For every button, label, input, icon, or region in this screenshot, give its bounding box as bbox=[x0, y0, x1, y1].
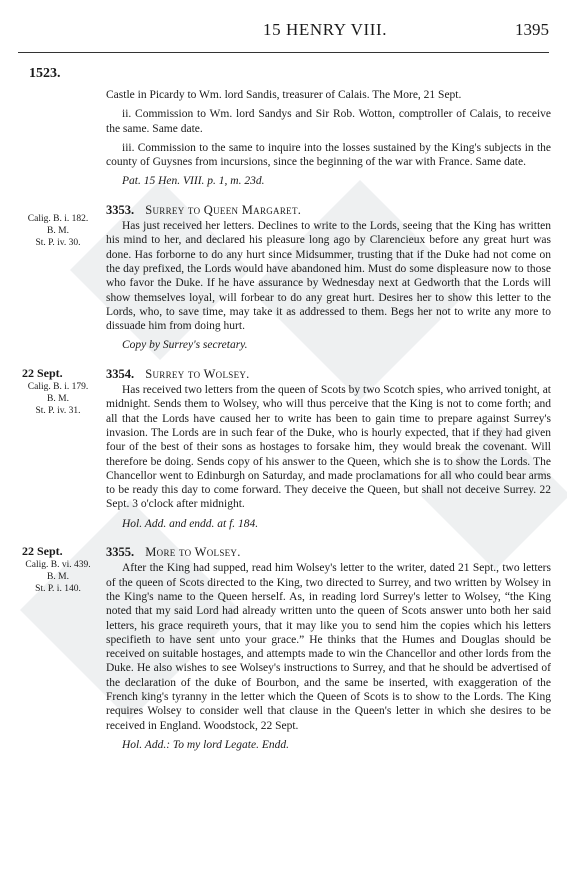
entry-heading bbox=[106, 545, 551, 559]
entry-body: Has received two letters from the queen of Scots by two Scotch spies, who arrived tonight, at midnight. Sends them to Wolsey, who will thus perceive that the King is not to come forth; and all that the Lords have caused her to write has been to gain time to prepare against Surrey's invasion. The Lords are in such fear of the Duke, who is hourly expected, that if they had given four of the best of their sons as hostages to forsake him, they would break the covenant. Will therefore be doing. Sends copy of his answer to the Queen, which she is to show the Lords. The Chancellor went to Edinburgh on Saturday, and made proclamations for all who could bear arms to be ready this day to come forward. They deceive the Queen, but shall not deceive Surrey. 22 Sept. 3 o'clock after midnight. bbox=[106, 384, 551, 511]
entry-date: 22 Sept. bbox=[22, 365, 63, 380]
entry-title: More to Wolsey. bbox=[145, 545, 241, 560]
entry-title: Surrey to Queen Margaret. bbox=[145, 202, 302, 217]
entry-note: Hol. Add. and endd. at f. 184. bbox=[122, 517, 259, 530]
entry-date: 22 Sept. bbox=[22, 544, 63, 559]
margin-ref: B. M. bbox=[47, 572, 69, 583]
intro-paragraph-2: ii. Commission to Wm. lord Sandys and Sir Rob. Wotton, comptroller of Calais, to receive the same. Same date. bbox=[106, 108, 551, 135]
running-title: 15 HENRY VIII. bbox=[263, 20, 388, 39]
intro-paragraph-3: iii. Commission to the same to inquire into the losses sustained by the King's subjects in the county of Guysnes from incursions, since the beginning of the war with France. Same date. bbox=[106, 141, 551, 169]
margin-ref: Calig. B. i. 179. bbox=[27, 381, 89, 392]
entry-note: Hol. Add.: To my lord Legate. Endd. bbox=[122, 738, 289, 751]
entry-heading bbox=[106, 203, 551, 217]
entry-number: 3353. bbox=[106, 202, 135, 217]
intro-paragraph-1: Castle in Picardy to Wm. lord Sandis, treasurer of Calais. The More, 21 Sept. bbox=[106, 89, 462, 101]
entry-number: 3355. bbox=[106, 545, 135, 560]
margin-ref: Calig. B. vi. 439. bbox=[25, 560, 91, 571]
entry-margin bbox=[20, 367, 96, 417]
margin-ref: B. M. bbox=[47, 393, 69, 404]
entry-note: Copy by Surrey's secretary. bbox=[122, 339, 248, 352]
year-marker: 1523. bbox=[29, 66, 61, 81]
entry-body: Has just received her letters. Declines to write to the Lords, seeing that the King has written his mind to her, and declared his pleasure long ago by Clarencieux before any great hurt was done. Has forborne to do any hurt since Midsummer, trusting that if the Duke had not come on the day prefixed, the Lords would have abandoned him. Must do some displeasure now to those who favor the Duke. If he have assurance by Wednesday next at Gedworth that the Lords will show themselves loyal, will forbear to do any great hurt. Desires her to show this letter to the Lords, who, to save time, may take it as addressed to them. Begs her not to write any more to dissuade him from doing hurt. bbox=[106, 220, 551, 333]
margin-ref: St. P. iv. 30. bbox=[35, 237, 81, 248]
entry-heading bbox=[106, 367, 551, 381]
entry-3354 bbox=[22, 365, 551, 531]
entry-title: Surrey to Wolsey. bbox=[145, 366, 250, 381]
margin-ref: Calig. B. i. 182. bbox=[27, 213, 89, 224]
intro-citation: Pat. 15 Hen. VIII. p. 1, m. 23d. bbox=[122, 175, 265, 188]
margin-ref: St. P. i. 140. bbox=[35, 584, 81, 595]
entry-3353 bbox=[27, 202, 551, 353]
entry-margin bbox=[20, 213, 96, 249]
margin-ref: B. M. bbox=[47, 225, 69, 236]
header-rule bbox=[18, 52, 549, 53]
entry-number: 3354. bbox=[106, 366, 135, 381]
entry-margin bbox=[20, 545, 96, 595]
page-header bbox=[0, 20, 567, 44]
page-body bbox=[22, 88, 551, 752]
entry-3355 bbox=[22, 544, 551, 752]
margin-ref: St. P. iv. 31. bbox=[35, 405, 81, 416]
page-number: 1395 bbox=[515, 20, 549, 39]
entry-body: After the King had supped, read him Wolsey's letter to the writer, dated 21 Sept., two letters of the queen of Scots directed to the King, two directed to Surrey, and two written by Wolsey in the King's name to the Queen herself. As, in reading lord Surrey's letter to Wolsey, “the King noted that my said Lord had already written unto the queen of Scots answer unto both her said letters, his grace requireth yours, that it may like you to send him the copies which his letters specifieth to have sent unto your grace.” He thinks that the Humes and Douglas should be received on suitable hostages, and attempts made to win the Chancellor and other lords from the Duke. He also wishes to see Wolsey's instructions to Surrey, and that he should be advertised of the declaration of the duke of Bourbon, and the same be inserted, with exaggeration of the French king's tyranny in the letter which the Queen of Scots is to show to the Lords. The King requires Wolsey to consider well that clause in the Queen's letter in which she desires to be received in England. Woodstock, 22 Sept. bbox=[106, 562, 551, 732]
